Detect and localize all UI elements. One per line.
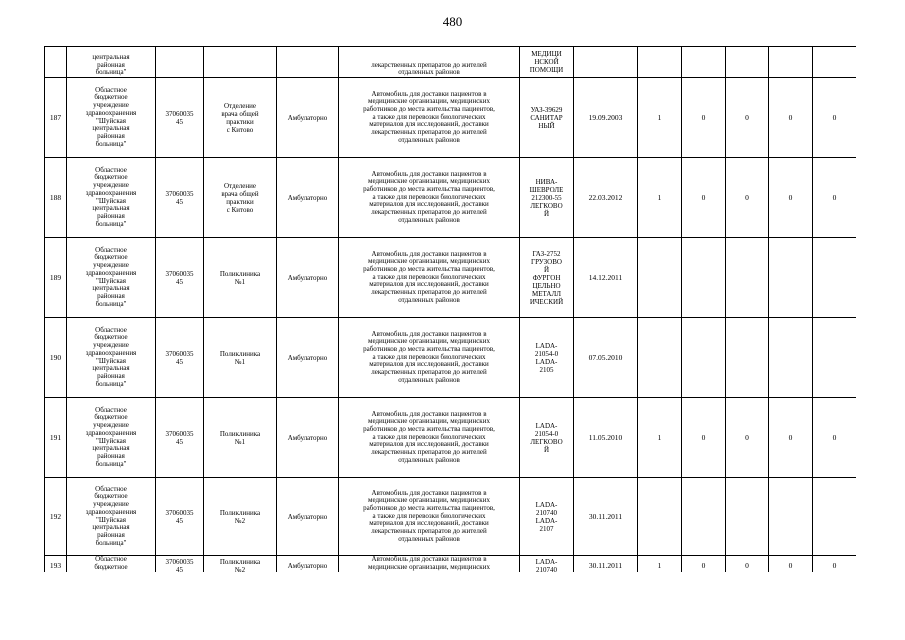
cell-q2 (682, 238, 726, 318)
cell-code: 37060035 45 (156, 238, 204, 318)
cell-num: 193 (45, 556, 67, 573)
cell-q5 (813, 478, 857, 556)
cell-purpose: Автомобиль для доставки пациентов в медицинские организации, медицинских работников до места жительства пациентов, а также для перевозки биологических материалов для исследований, доставки лекарственных препаратов до жителей отдаленных районов (339, 78, 520, 158)
cell-purpose: Автомобиль для доставки пациентов в медицинские организации, медицинских работников до места жительства пациентов, а также для перевозки биологических материалов для исследований, доставки лекарственных препаратов до жителей отдаленных районов (339, 318, 520, 398)
cell-q2: 0 (682, 556, 726, 573)
cell-q5 (813, 318, 857, 398)
cell-date: 07.05.2010 (574, 318, 638, 398)
table-row (45, 238, 857, 318)
cell-q3 (726, 318, 769, 398)
cell-q2: 0 (682, 398, 726, 478)
cell-vehicle: МЕДИЦИ НСКОЙ ПОМОЩИ (520, 47, 574, 78)
cell-code: 37060035 45 (156, 556, 204, 573)
cell-purpose: Автомобиль для доставки пациентов в медицинские организации, медицинских работников до места жительства пациентов, а также для перевозки биологических материалов для исследований, доставки лекарственных препаратов до жителей отдаленных районов (339, 398, 520, 478)
cell-care-type: Амбулаторно (277, 478, 339, 556)
cell-num: 191 (45, 398, 67, 478)
cell-code: 37060035 45 (156, 398, 204, 478)
table-row (45, 158, 857, 238)
cell-care-type (277, 47, 339, 78)
cell-organization: Областное бюджетное учреждение здравоохранения "Шуйская центральная районная больница" (67, 398, 156, 478)
cell-unit: Отделение врача общей практики с Китово (204, 78, 277, 158)
cell-code (156, 47, 204, 78)
cell-q5: 0 (813, 398, 857, 478)
cell-purpose: Автомобиль для доставки пациентов в медицинские организации, медицинских работников до места жительства пациентов, а также для перевозки биологических материалов для исследований, доставки лекарственных препаратов до жителей отдаленных районов (339, 238, 520, 318)
cell-q1: 1 (638, 78, 682, 158)
cell-q4: 0 (769, 398, 813, 478)
cell-purpose: Автомобиль для доставки пациентов в медицинские организации, медицинских работников до места жительства пациентов, а также для перевозки биологических материалов для исследований, доставки лекарственных препаратов до жителей отдаленных районов (339, 478, 520, 556)
cell-care-type: Амбулаторно (277, 158, 339, 238)
cell-q1 (638, 238, 682, 318)
cell-unit: Поликлиника №2 (204, 478, 277, 556)
cell-organization: Областное бюджетное учреждение здравоохранения "Шуйская центральная районная больница" (67, 78, 156, 158)
cell-q4: 0 (769, 78, 813, 158)
table-row-partial-top (45, 47, 857, 78)
cell-num: 192 (45, 478, 67, 556)
cell-q3: 0 (726, 158, 769, 238)
cell-date: 11.05.2010 (574, 398, 638, 478)
cell-code: 37060035 45 (156, 158, 204, 238)
cell-vehicle: LADA- 210740 (520, 556, 574, 573)
cell-num: 187 (45, 78, 67, 158)
cell-purpose: лекарственных препаратов до жителей отдаленных районов (339, 47, 520, 78)
cell-unit: Поликлиника №1 (204, 398, 277, 478)
cell-q3: 0 (726, 78, 769, 158)
cell-vehicle: ГАЗ-2752 ГРУЗОВО Й ФУРГОН ЦЕЛЬНО МЕТАЛЛ ИЧЕСКИЙ (520, 238, 574, 318)
cell-q3 (726, 238, 769, 318)
cell-organization: Областное бюджетное учреждение здравоохранения "Шуйская центральная районная больница" (67, 238, 156, 318)
cell-num: 189 (45, 238, 67, 318)
cell-q5: 0 (813, 556, 857, 573)
cell-care-type: Амбулаторно (277, 318, 339, 398)
cell-q5: 0 (813, 158, 857, 238)
cell-q1 (638, 478, 682, 556)
cell-organization: Областное бюджетное учреждение здравоохранения "Шуйская центральная районная больница" (67, 478, 156, 556)
cell-num: 190 (45, 318, 67, 398)
table-row (45, 398, 857, 478)
cell-vehicle: LADA- 210740 LADA- 2107 (520, 478, 574, 556)
cell-unit: Поликлиника №1 (204, 238, 277, 318)
cell-vehicle: НИВА- ШЕВРОЛЕ 212300-55 ЛЕГКОВО Й (520, 158, 574, 238)
cell-q5 (813, 47, 857, 78)
table-row-partial-bottom (45, 556, 857, 573)
cell-organization: Областное бюджетное (67, 556, 156, 573)
cell-code: 37060035 45 (156, 78, 204, 158)
cell-date: 14.12.2011 (574, 238, 638, 318)
cell-q1: 1 (638, 556, 682, 573)
cell-q4: 0 (769, 158, 813, 238)
cell-code: 37060035 45 (156, 318, 204, 398)
vehicle-table-container (44, 46, 856, 572)
cell-q3 (726, 478, 769, 556)
cell-vehicle: LADA- 21054-0 ЛЕГКОВО Й (520, 398, 574, 478)
cell-care-type: Амбулаторно (277, 398, 339, 478)
cell-q5 (813, 238, 857, 318)
cell-q4 (769, 238, 813, 318)
cell-care-type: Амбулаторно (277, 556, 339, 573)
cell-q3 (726, 47, 769, 78)
cell-q2: 0 (682, 158, 726, 238)
cell-unit: Поликлиника №1 (204, 318, 277, 398)
cell-q1: 1 (638, 398, 682, 478)
cell-date: 22.03.2012 (574, 158, 638, 238)
cell-unit (204, 47, 277, 78)
cell-vehicle: УАЗ-39629 САНИТАР НЫЙ (520, 78, 574, 158)
cell-q5: 0 (813, 78, 857, 158)
cell-q4 (769, 318, 813, 398)
cell-date: 19.09.2003 (574, 78, 638, 158)
cell-date: 30.11.2011 (574, 478, 638, 556)
cell-q2 (682, 318, 726, 398)
cell-num: 188 (45, 158, 67, 238)
cell-num (45, 47, 67, 78)
cell-q4 (769, 47, 813, 78)
cell-q3: 0 (726, 398, 769, 478)
cell-q4 (769, 478, 813, 556)
cell-q1: 1 (638, 158, 682, 238)
vehicle-table (44, 46, 856, 572)
cell-date: 30.11.2011 (574, 556, 638, 573)
cell-q4: 0 (769, 556, 813, 573)
cell-q2: 0 (682, 78, 726, 158)
cell-vehicle: LADA- 21054-0 LADA- 2105 (520, 318, 574, 398)
cell-organization: центральная районная больница" (67, 47, 156, 78)
cell-care-type: Амбулаторно (277, 78, 339, 158)
cell-q2 (682, 47, 726, 78)
table-row (45, 78, 857, 158)
cell-care-type: Амбулаторно (277, 238, 339, 318)
table-row (45, 478, 857, 556)
cell-purpose: Автомобиль для доставки пациентов в медицинские организации, медицинских (339, 556, 520, 573)
page-number: 480 (442, 14, 463, 29)
cell-q1 (638, 47, 682, 78)
cell-q3: 0 (726, 556, 769, 573)
cell-date (574, 47, 638, 78)
cell-q2 (682, 478, 726, 556)
cell-organization: Областное бюджетное учреждение здравоохранения "Шуйская центральная районная больница" (67, 158, 156, 238)
cell-unit: Поликлиника №2 (204, 556, 277, 573)
cell-purpose: Автомобиль для доставки пациентов в медицинские организации, медицинских работников до места жительства пациентов, а также для перевозки биологических материалов для исследований, доставки лекарственных препаратов до жителей отдаленных районов (339, 158, 520, 238)
cell-code: 37060035 45 (156, 478, 204, 556)
cell-unit: Отделение врача общей практики с Китово (204, 158, 277, 238)
table-row (45, 318, 857, 398)
cell-organization: Областное бюджетное учреждение здравоохранения "Шуйская центральная районная больница" (67, 318, 156, 398)
cell-q1 (638, 318, 682, 398)
